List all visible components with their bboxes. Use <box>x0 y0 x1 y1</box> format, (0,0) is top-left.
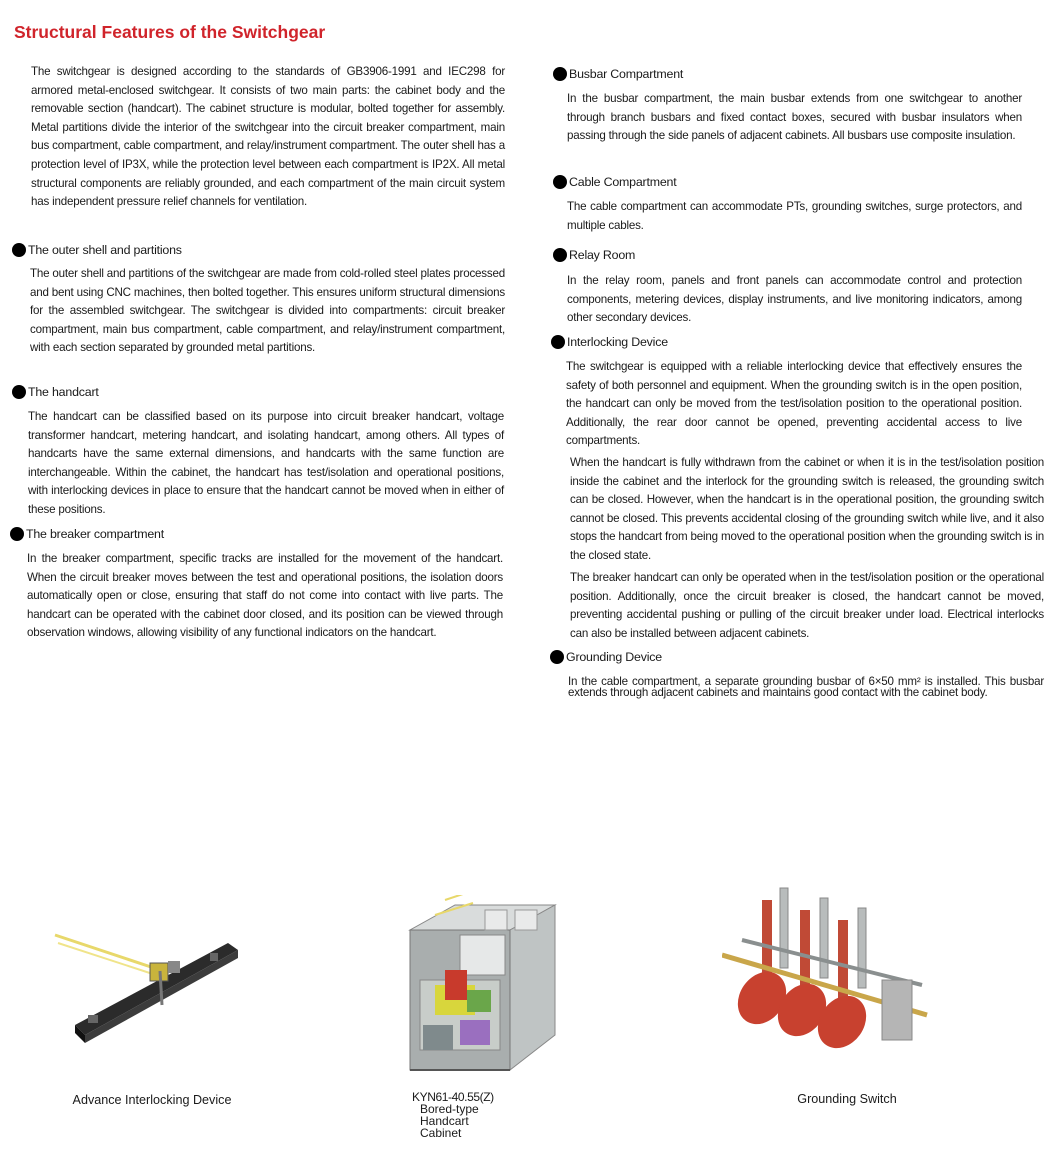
grounding-switch-illustration <box>722 880 932 1060</box>
interlocking-paragraph-2: When the handcart is fully withdrawn from the cabinet or when it is in the test/isolation position inside the cabinet and the interlock for the grounding switch is released, the grounding switch can be closed. However, when the handcart is in the operational position, the grounding switch cannot be closed. This prevents accidental closing of the grounding switch while live, and it also stops the handcart from being moved to the operational position when the grounding switch is in the closed state. <box>570 456 1044 562</box>
intro-paragraph: The switchgear is designed according to the standards of GB3906-1991 and IEC298 for armored metal-enclosed switchgear. It consists of two main parts: the cabinet body and the removable section (handcart). The cabinet structure is modular, bolted together for assembly. Metal partitions divide the interior of the switchgear into the circuit breaker compartment, main bus compartment, cable compartment, and relay/instrument compartment. The outer shell has a protection level of IP3X, while the protection level between each compartment is IP2X. All metal structural components are reliably grounded, and each compartment of the main circuit system has independent pressure relief channels for ventilation. <box>31 65 505 209</box>
bullet-icon <box>550 650 564 664</box>
outer-shell-paragraph: The outer shell and partitions of the switchgear are made from cold-rolled steel plates processed and bent using CNC machines, then bolted together. This ensures uniform structural dimensions for the assembled switchgear. The switchgear is divided into compartments: circuit breaker compartment, main bus compartment, cable compartment, and relay/instrument compartment, with each section separated by grounded metal partitions. <box>30 267 505 355</box>
section-heading-handcart: The handcart <box>12 385 99 399</box>
handcart-paragraph: The handcart can be classified based on its purpose into circuit breaker handcart, voltage transformer handcart, metering handcart, and isolating handcart, among others. All types of handcarts have the same external dimensions, and handcarts with the same function are interchangeable. Within the cabinet, the handcart has test/isolation and operational positions, with interlocking devices in place to ensure that the handcart cannot be moved when in either of these positions. <box>28 410 504 516</box>
interlocking-device-illustration <box>50 915 250 1055</box>
bullet-icon <box>553 67 567 81</box>
page-title: Structural Features of the Switchgear <box>14 22 326 42</box>
section-heading-relay-room: Relay Room <box>553 248 635 262</box>
relay-room-paragraph: In the relay room, panels and front panels can accommodate control and protection components, metering devices, display instruments, and live monitoring indicators, among other secondary devices. <box>567 274 1022 325</box>
bullet-icon <box>553 248 567 262</box>
caption-interlocking-device: Advance Interlocking Device <box>72 1093 232 1107</box>
bullet-icon <box>12 385 26 399</box>
section-heading-cable: Cable Compartment <box>553 175 676 189</box>
breaker-compartment-paragraph: In the breaker compartment, specific tracks are installed for the movement of the handcart. When the circuit breaker moves between the test and operational positions, the isolation doors automatically open or close, ensuring that staff do not come into contact with live parts. The handcart can be operated with the cabinet door closed, and its position can be viewed through observation windows, allowing visibility of any functional indicators on the handcart. <box>27 552 503 640</box>
caption-cabinet: KYN61-40.55(Z) Bored-type Handcart Cabinet <box>412 1090 494 1140</box>
section-heading-breaker-compartment: The breaker compartment <box>10 527 164 541</box>
section-heading-interlocking: Interlocking Device <box>551 335 668 349</box>
section-heading-grounding: Grounding Device <box>550 650 662 664</box>
bullet-icon <box>10 527 24 541</box>
grounding-paragraph: In the cable compartment, a separate grounding busbar of 6×50 mm² is installed. This busbar extends through adjacent cabinets and maintains good contact with the cabinet body. <box>568 675 1044 699</box>
bullet-icon <box>12 243 26 257</box>
cabinet-illustration <box>405 895 565 1080</box>
interlocking-paragraph-1: The switchgear is equipped with a reliable interlocking device that effectively ensures the safety of both personnel and equipment. When the grounding switch is in the open position, the handcart can only be moved from the test/isolation position to the operational position. Additionally, the rear door cannot be opened, preventing accidental access to live compartments. <box>566 360 1022 448</box>
bullet-icon <box>551 335 565 349</box>
section-heading-busbar: Busbar Compartment <box>553 67 683 81</box>
interlocking-paragraph-3: The breaker handcart can only be operated when in the test/isolation position or the operational position. Additionally, once the circuit breaker is closed, the handcart cannot be moved, preventing accidental pushing or pulling of the circuit breaker under load. Electrical interlocks can also be installed between adjacent cabinets. <box>570 571 1044 640</box>
busbar-paragraph: In the busbar compartment, the main busbar extends from one switchgear to another through branch busbars and fixed contact boxes, secured with busbar insulators when passing through the side panels of adjacent cabinets. All busbars use composite insulation. <box>567 92 1022 143</box>
bullet-icon <box>553 175 567 189</box>
caption-grounding-switch: Grounding Switch <box>797 1092 897 1106</box>
section-heading-outer-shell: The outer shell and partitions <box>12 243 182 257</box>
cable-paragraph: The cable compartment can accommodate PTs, grounding switches, surge protectors, and multiple cables. <box>567 200 1022 232</box>
